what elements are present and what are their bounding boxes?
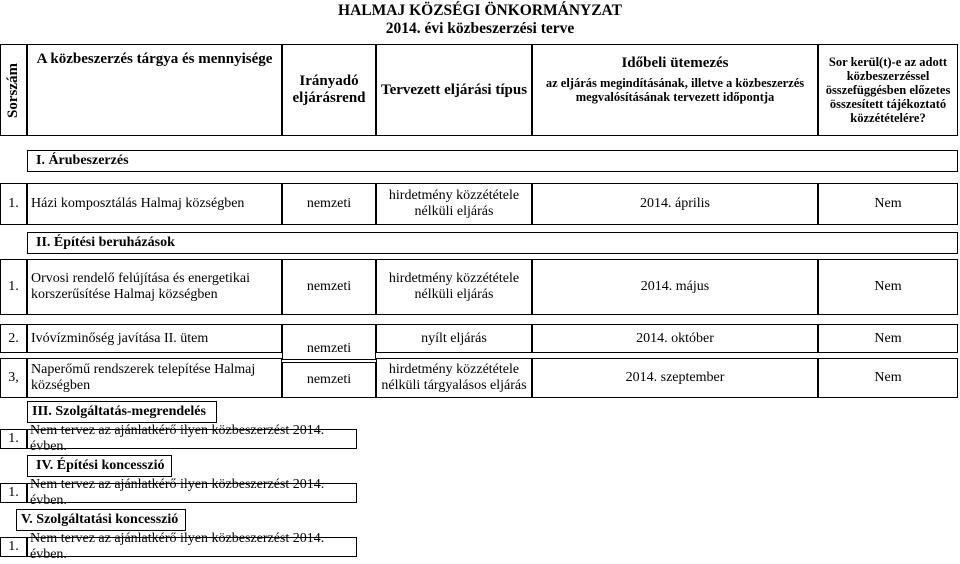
row1-subject: Házi komposztálás Halmaj községben: [27, 183, 282, 225]
row3-regime: nemzeti: [282, 324, 376, 360]
header-prior-notice: Sor kerül(t)-e az adott közbeszerzéssel összefüggésben előzetes összesített tájékoztató közzétételére?: [818, 44, 958, 136]
row3-subject: Ivóvízminőség javítása II. ütem: [27, 324, 282, 353]
note5-text: Nem tervez az ajánlatkérő ilyen közbeszerzést 2014. évben.: [27, 537, 357, 557]
section-construction-concession: IV. Építési koncesszió: [27, 455, 172, 477]
note4-num: 1.: [0, 483, 27, 503]
section-construction: II. Építési beruházások: [27, 232, 958, 254]
row3-prior: Nem: [818, 324, 958, 353]
row4-num: 3,: [0, 358, 27, 398]
row2-regime: nemzeti: [282, 259, 376, 315]
row1-prior: Nem: [818, 183, 958, 225]
row1-num: 1.: [0, 183, 27, 225]
header-sorszam: Sorszám: [0, 44, 27, 136]
header-subject: A közbeszerzés tárgya és mennyisége: [27, 44, 282, 136]
row2-num: 1.: [0, 259, 27, 315]
row1-type: hirdetmény közzététele nélküli eljárás: [376, 183, 532, 225]
row4-date: 2014. szeptember: [532, 358, 818, 398]
header-regime: Irányadó eljárásrend: [282, 44, 376, 136]
note3-text: Nem tervez az ajánlatkérő ilyen közbeszerzést 2014. évben.: [27, 429, 357, 449]
row1-date: 2014. április: [532, 183, 818, 225]
header-schedule-sub: az eljárás megindításának, illetve a közbeszerzés megvalósításának tervezett időpontja: [545, 76, 805, 104]
row1-regime: nemzeti: [282, 183, 376, 225]
row2-prior: Nem: [818, 259, 958, 315]
page-subtitle: 2014. évi közbeszerzési terve: [385, 20, 575, 37]
note3-num: 1.: [0, 429, 27, 449]
row3-type: nyílt eljárás: [376, 324, 532, 353]
row3-num: 2.: [0, 324, 27, 353]
section-goods: I. Árubeszerzés: [27, 150, 958, 172]
row3-date: 2014. október: [532, 324, 818, 353]
row2-date: 2014. május: [532, 259, 818, 315]
note4-text: Nem tervez az ajánlatkérő ilyen közbeszerzést 2014. évben.: [27, 483, 357, 503]
row4-type: hirdetmény közzététele nélküli tárgyalásos eljárás: [376, 358, 532, 398]
header-procedure-type: Tervezett eljárási típus: [376, 44, 532, 136]
row4-prior: Nem: [818, 358, 958, 398]
header-schedule-title: Időbeli ütemezés: [621, 55, 729, 71]
section-services: III. Szolgáltatás-megrendelés: [27, 401, 217, 423]
row2-type: hirdetmény közzététele nélküli eljárás: [376, 259, 532, 315]
header-schedule: [532, 44, 818, 136]
row4-regime: nemzeti: [282, 362, 376, 398]
row2-subject: Orvosi rendelő felújítása és energetikai korszerűsítése Halmaj községben: [27, 259, 282, 315]
page-title: HALMAJ KÖZSÉGI ÖNKORMÁNYZAT: [338, 2, 622, 19]
section-service-concession: V. Szolgáltatási koncesszió: [16, 509, 186, 531]
row4-subject: Naperőmű rendszerek telepítése Halmaj községben: [27, 358, 282, 398]
note5-num: 1.: [0, 537, 27, 557]
